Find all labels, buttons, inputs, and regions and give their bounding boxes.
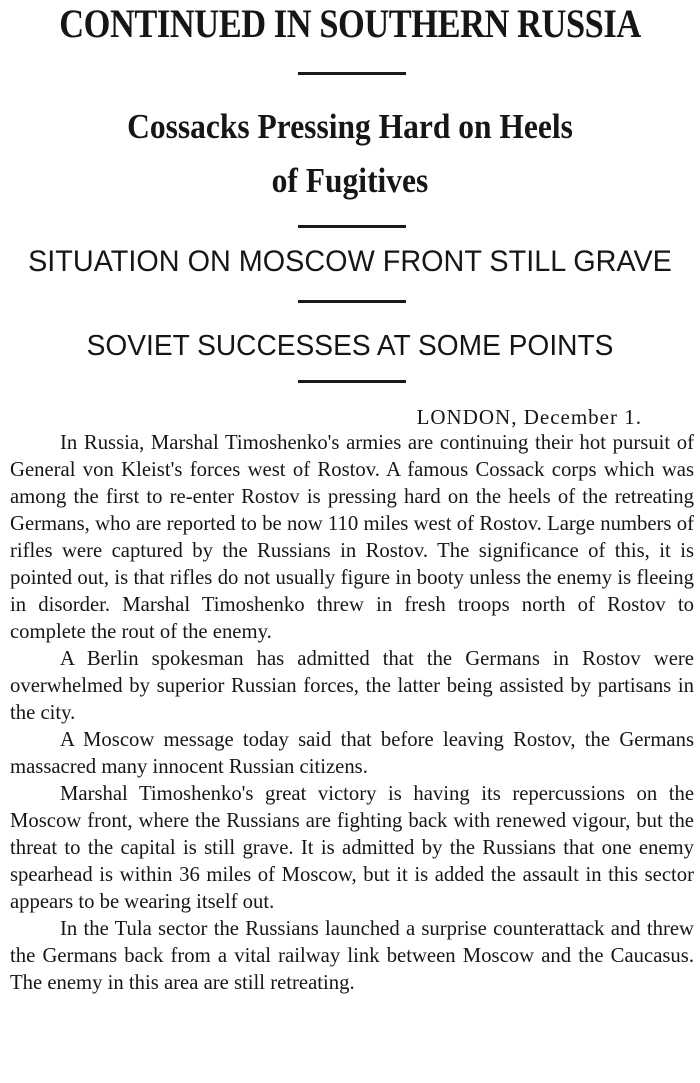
article-paragraph: In the Tula sector the Russians launched a surprise counterattack and threw the Germans back from a vital railway link between Moscow and the Caucasus. The enemy in this area are still retreating. [10,918,694,994]
subheadline [35,100,665,208]
article-paragraph: A Moscow message today said that before leaving Rostov, the Germans massacred many innocent Russian citizens. [10,729,694,778]
deck-heading: SOVIET SUCCESSES AT SOME POINTS [86,330,614,362]
article-paragraph: A Berlin spokesman has admitted that the Germans in Rostov were overwhelmed by superior Russian forces, the latter being assisted by partisans in the city. [10,648,694,724]
divider-rule [298,72,406,75]
divider-rule [298,380,406,383]
deck-heading: SITUATION ON MOSCOW FRONT STILL GRAVE [28,245,672,278]
headline: CONTINUED IN SOUTHERN RUSSIA [59,1,641,46]
article-body [10,430,694,997]
dateline: LONDON, December 1. [416,405,642,429]
subheadline-line: Cossacks Pressing Hard on Heels [127,107,573,146]
article-paragraph: Marshal Timoshenko's great victory is having its repercussions on the Moscow front, where the Russians are fighting back with renewed vigour, but the threat to the capital is still grave. It is admitted by the Russians that one enemy spearhead is within 36 miles of Moscow, but it is added the assault in this sector appears to be wearing itself out. [10,783,694,913]
article-paragraph: In Russia, Marshal Timoshenko's armies are continuing their hot pursuit of General von Kleist's forces west of Rostov. A famous Cossack corps which was among the first to re-enter Rostov is pressing hard on the heels of the retreating Germans, who are reported to be now 110 miles west of Rostov. Large numbers of rifles were captured by the Russians in Rostov. The significance of this, it is pointed out, is that rifles do not usually figure in booty unless the enemy is fleeing in disorder. Marshal Timoshenko threw in fresh troops north of Rostov to complete the rout of the enemy. [10,432,694,643]
subheadline-line: of Fugitives [271,161,429,200]
divider-rule [298,225,406,228]
divider-rule [298,300,406,303]
